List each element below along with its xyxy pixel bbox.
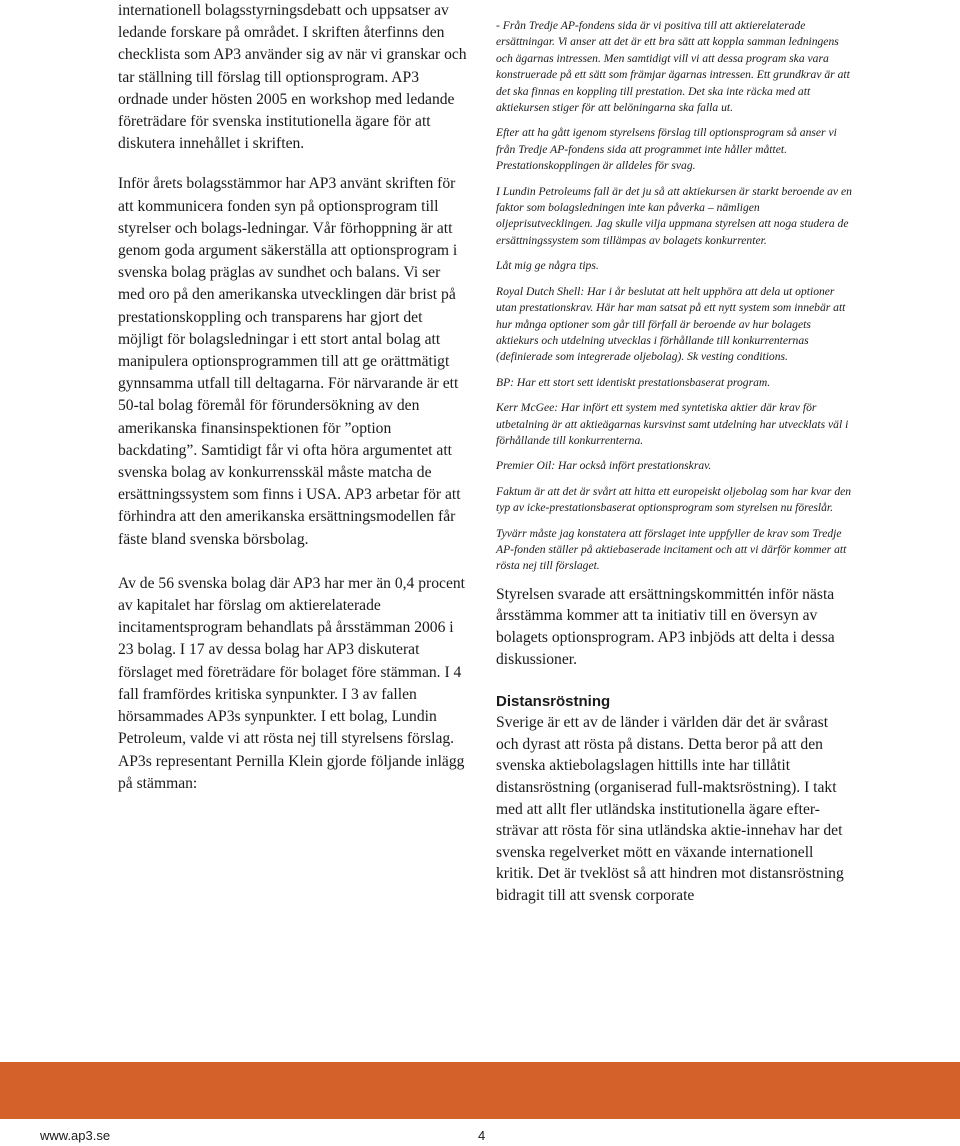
- distansrostning-paragraph: Sverige är ett av de länder i världen där det är svårast och dyrast att rösta på distans. Detta beror på att den svenska aktiebolagslagen hittills inte har tillåtit distansröstning (organiserad full-maktsröstning). I takt med att allt fler utländska institutionella ägare efter-strävar att rösta för sina utländska aktie-innehav har det svenska regelverket mött en växande internationell kritik. Det är tveklöst så att hindren mot distansröstning bidragit till att svensk corporate: [496, 714, 844, 904]
- footer-website-link[interactable]: www.ap3.se: [40, 1128, 111, 1143]
- right-column: [496, 18, 852, 907]
- left-paragraph-3: Av de 56 svenska bolag där AP3 har mer än 0,4 procent av kapitalet har förslag om aktierelaterade incitamentsprogram behandlats på årsstämman 2006 i 23 bolag. I 17 av dessa bolag har AP3 diskuterat förslaget med företrädare för bolaget före stämman. I 4 fall framfördes kritiska synpunkter. I 3 av fallen hörsammades AP3s synpunkter. I ett bolag, Lundin Petroleum, valde vi att rösta nej till styrelsens förslag. AP3s representant Pernilla Klein gjorde följande inlägg på stämman:: [118, 574, 466, 792]
- quote-paragraph-8: Premier Oil: Har också infört prestationskrav.: [496, 459, 712, 473]
- section-heading-distansrostning: Distansröstning: [496, 693, 611, 711]
- quote-paragraph-9: Faktum är att det är svårt att hitta ett europeiskt oljebolag som har kvar den typ av icke-prestationsbaserat optionsprogram som styrelsen nu föreslår.: [496, 484, 852, 515]
- quote-paragraph-10: Tyvärr måste jag konstatera att förslaget inte uppfyller de krav som Tredje AP-fonden ställer på aktiebaserade incitament och att vi därför kommer att rösta nej till förslaget.: [496, 526, 847, 573]
- quote-paragraph-5: Royal Dutch Shell: Har i år beslutat att helt upphöra att dela ut optioner utan prestationskrav. Här har man satsat på ett nytt system som innebär att hur många optioner som går till förfall är beroende av hur bolagets aktiekurs och utdelning utvecklas i förhållande till konkurrenternas (definierade som integrerade oljebolag). Sk vesting conditions.: [496, 284, 846, 364]
- quote-paragraph-6: BP: Har ett stort sett identiskt prestationsbaserat program.: [496, 375, 771, 389]
- left-paragraph-2: Inför årets bolagsstämmor har AP3 använt skriften för att kommunicera fonden syn på optionsprogram till styrelser och bolags-ledningar. Vår förhoppning är att genom goda argument säkerställa att optionsprogram i svenska bolag präglas av sundhet och balans. Vi ser med oro på den amerikanska utvecklingen där brist på prestationskoppling och transparens har gjort det möjligt för bolagsledningar i ett stort antal bolag att manipulera optionsprogrammen till att ge orättmätigt gynnsamma utfall till deltagarna. För närvarande är ett 50-tal bolag föremål för förundersökning av den amerikanska finansinspektionen för ”option backdating”. Samtidigt får vi ofta höra argumentet att svenska bolag av konkurrensskäl måste matcha de ersättningssystem som finns i USA. AP3 arbetar för att förhindra att den amerikanska ersättningsmodellen får fäste bland svenska börsbolag.: [118, 175, 461, 548]
- page-number: 4: [478, 1128, 486, 1143]
- left-paragraph-1: internationell bolagsstyrningsdebatt och uppsatser av ledande forskare på området. I skriften återfinns den checklista som AP3 använder sig av när vi granskar och tar ställning till förslag till optionsprogram. AP3 ordnade under hösten 2005 en workshop med ledande företrädare för svenska institutionella ägare för att diskutera innehållet i skriften.: [118, 2, 467, 153]
- quote-paragraph-7: Kerr McGee: Har infört ett system med syntetiska aktier där krav för utbetalning är att aktieägarnas kursvinst samt utdelning har utvecklats väl i förhållande till konkurrenterna.: [496, 401, 849, 447]
- quote-paragraph-4: Låt mig ge några tips.: [496, 259, 599, 273]
- quote-paragraph-3: I Lundin Petroleums fall är det ju så att aktiekursen är starkt beroende av en faktor som bolagsledningen inte kan påverka – nämligen oljeprisutvecklingen. Jag skulle vilja uppmana styrelsen att noga studera de ersättningssystem som tillämpas av bolagets konkurrenter.: [496, 184, 852, 247]
- quote-paragraph-1: - Från Tredje AP-fondens sida är vi positiva till att aktierelaterade ersättningar. Vi anser att det är ett bra sätt att koppla samman ledningens och ägarnas intressen. Men samtidigt vill vi att dessa program ska vara konstruerade på ett sätt som främjar ägarnas intressen. Ett grundkrav är att det ska finnas en koppling till prestation. Det ska inte räcka med att aktiekursen stiger för att belöningarna ska falla ut.: [496, 19, 850, 115]
- left-column: [118, 0, 470, 817]
- board-response-paragraph: Styrelsen svarade att ersättningskommittén inför nästa årsstämma kommer att ta initiativ till en översyn av bolagets optionsprogram. AP3 inbjöds att delta i dessa diskussioner.: [496, 585, 835, 668]
- quote-paragraph-2: Efter att ha gått igenom styrelsens förslag till optionsprogram så anser vi från Tredje AP-fondens sida att programmet inte håller måttet. Prestationskopplingen är alldeles för svag.: [496, 126, 837, 173]
- footer-accent-bar: [0, 1062, 960, 1119]
